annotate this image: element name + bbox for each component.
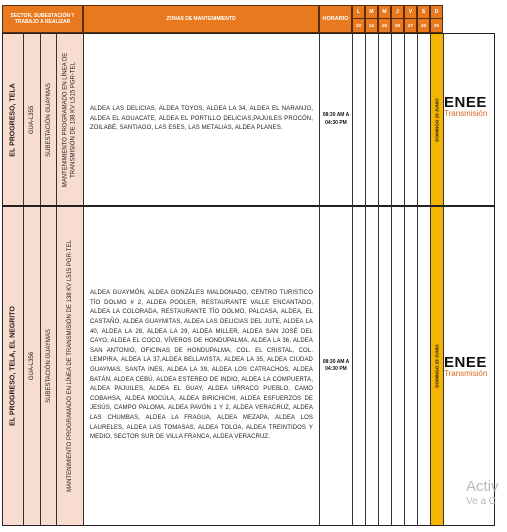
day-cell (366, 34, 379, 205)
header-zonas: ZONAS DE MANTENIMIENTO (83, 5, 319, 33)
day-cell-highlighted: DOMINGO 29 JUNIO (431, 207, 444, 525)
day-cell (379, 34, 392, 205)
row-work-description: MANTENIMIENTO PROGRAMADO EN LÍNEA DE TRANSMISIÓN DE 138 KV L515 PGR-TEL (57, 207, 84, 525)
logo-cell (444, 34, 494, 205)
header-day-7: D 29 (430, 5, 443, 33)
table-header (2, 5, 443, 33)
row-substation: SUBESTACIÓN GUAYMAS (41, 34, 57, 205)
day-cell (392, 34, 405, 205)
row-work-description: MANTENIMIENTO PROGRAMADO EN LÍNEA DE TRANSMISIÓN DE 138 KV L515 PGR-TEL (57, 34, 84, 205)
row-schedule: 08:30 AM A 04:30 PM (320, 207, 353, 525)
windows-activation-watermark: Activ Ve a C (466, 478, 499, 507)
day-cell (353, 207, 366, 525)
row-zones: ALDEA LAS DELICIAS, ALDEA TOYOS, ALDEA LA 34, ALDEA EL NARANJO, ALDEA EL AGUACATE, ALDEA EL PORTILLO DELICIAS,PAJUILES PROCÓN, ZOILABÉ, SANTIAGO, LAS ESES, LAS METALIAS, ALDEA PLANES. (84, 34, 320, 205)
row-sector: EL PROGRESO, TELA, EL NEGRITO (3, 207, 24, 525)
row-schedule: 08:30 AM A 04:30 PM (320, 34, 353, 205)
table-row (2, 33, 495, 206)
row-zones: ALDEA GUAYMÓN, ALDEA GONZÁLES MALDONADO, CENTRO TURISTICO TÍO DOLMO # 2, ALDEA POOLER, RESTAURANTE VALLE ENCANTADO, ALDEA LA COLORADA, RESTAURANTE TÍO DOLMO, PALCASA, ALDEA, EL CASTAÑO, ALDEA GUAYMITAS, ALDEA LAS DELICIAS DEL JUTE, ALDEA LA 40, ALDEA LA 28, ALDEA LA 29, ALDEA MILLER, ALDEA SAN JOSÉ DEL CAYO, ALDEA EL COCO, VÍVEROS DE HONDUPALMA, ALDEA LA 36, ALDEA SAN ANTONIO, OFICINAS DE HONDUPALMA, COL. EL CRISTAL, COL. LEMPIRA, ALDEA LA 37,ALDEA BELLAVISTA, ALDEA LA 35, ALDEA CIUDAD GUAYMAS, SANTA INES, ALDEA LA 39, ALDEA LOS CATRACHOS, ALDEA BATÁN, ALDEA CEBÚ, ALDEA ESTEREO DE INDIO, ALDEA LA COMPUERTA, ALDEA PAJUILES, ALDEA EL GUAY, ALDEA URRACO PUEBLO, CAMO COBAHSA, ALDEA MOCÚLA, ALDEA BIRICHICHI, ALDEA ESFUERZOS DE JESÚS, CAMPO PALOMA, ALDEA PAVÓN 1 Y 2, ALDEA VERACRUZ, ALDEA LAS CHUMBAS, ALDEA LA FRAGUA, ALDEA MEZAPA, ALDEA LOS LAURELES, ALDEA LAS TOMASAS, ALDEA TOLOA, ALDEA TREINTIDOS Y MEDIO, SECTOR SUR DE VILLA FRANCA, ALDEA VERACRUZ. (84, 207, 320, 525)
day-cell (405, 34, 418, 205)
row-substation: SUBESTACIÓN GUAYMAS (41, 207, 57, 525)
enee-logo: ENEE Transmisión (444, 94, 488, 118)
day-cell (418, 34, 431, 205)
header-sector: SECTOR, SUBESTACIÓN Y TRABAJO A REALIZAR (2, 5, 83, 33)
header-day-6: S 28 (417, 5, 430, 33)
header-day-4: J 26 (391, 5, 404, 33)
day-cell (418, 207, 431, 525)
header-day-1: L 23 (352, 5, 365, 33)
header-day-3: M 25 (378, 5, 391, 33)
day-cell (379, 207, 392, 525)
row-sector: EL PROGRESO, TELA (3, 34, 24, 205)
day-cell (353, 34, 366, 205)
day-cell (392, 207, 405, 525)
day-cell (405, 207, 418, 525)
header-day-2: M 24 (365, 5, 378, 33)
table-row (2, 206, 495, 526)
enee-logo: ENEE Transmisión (444, 354, 488, 378)
day-cell-highlighted: DOMINGO 29 JUNIO (431, 34, 444, 205)
header-horario: HORARIO (319, 5, 352, 33)
row-circuit-code: GUA-L356 (24, 207, 41, 525)
day-cell (366, 207, 379, 525)
row-circuit-code: GUA-L355 (24, 34, 41, 205)
header-day-5: V 27 (404, 5, 417, 33)
